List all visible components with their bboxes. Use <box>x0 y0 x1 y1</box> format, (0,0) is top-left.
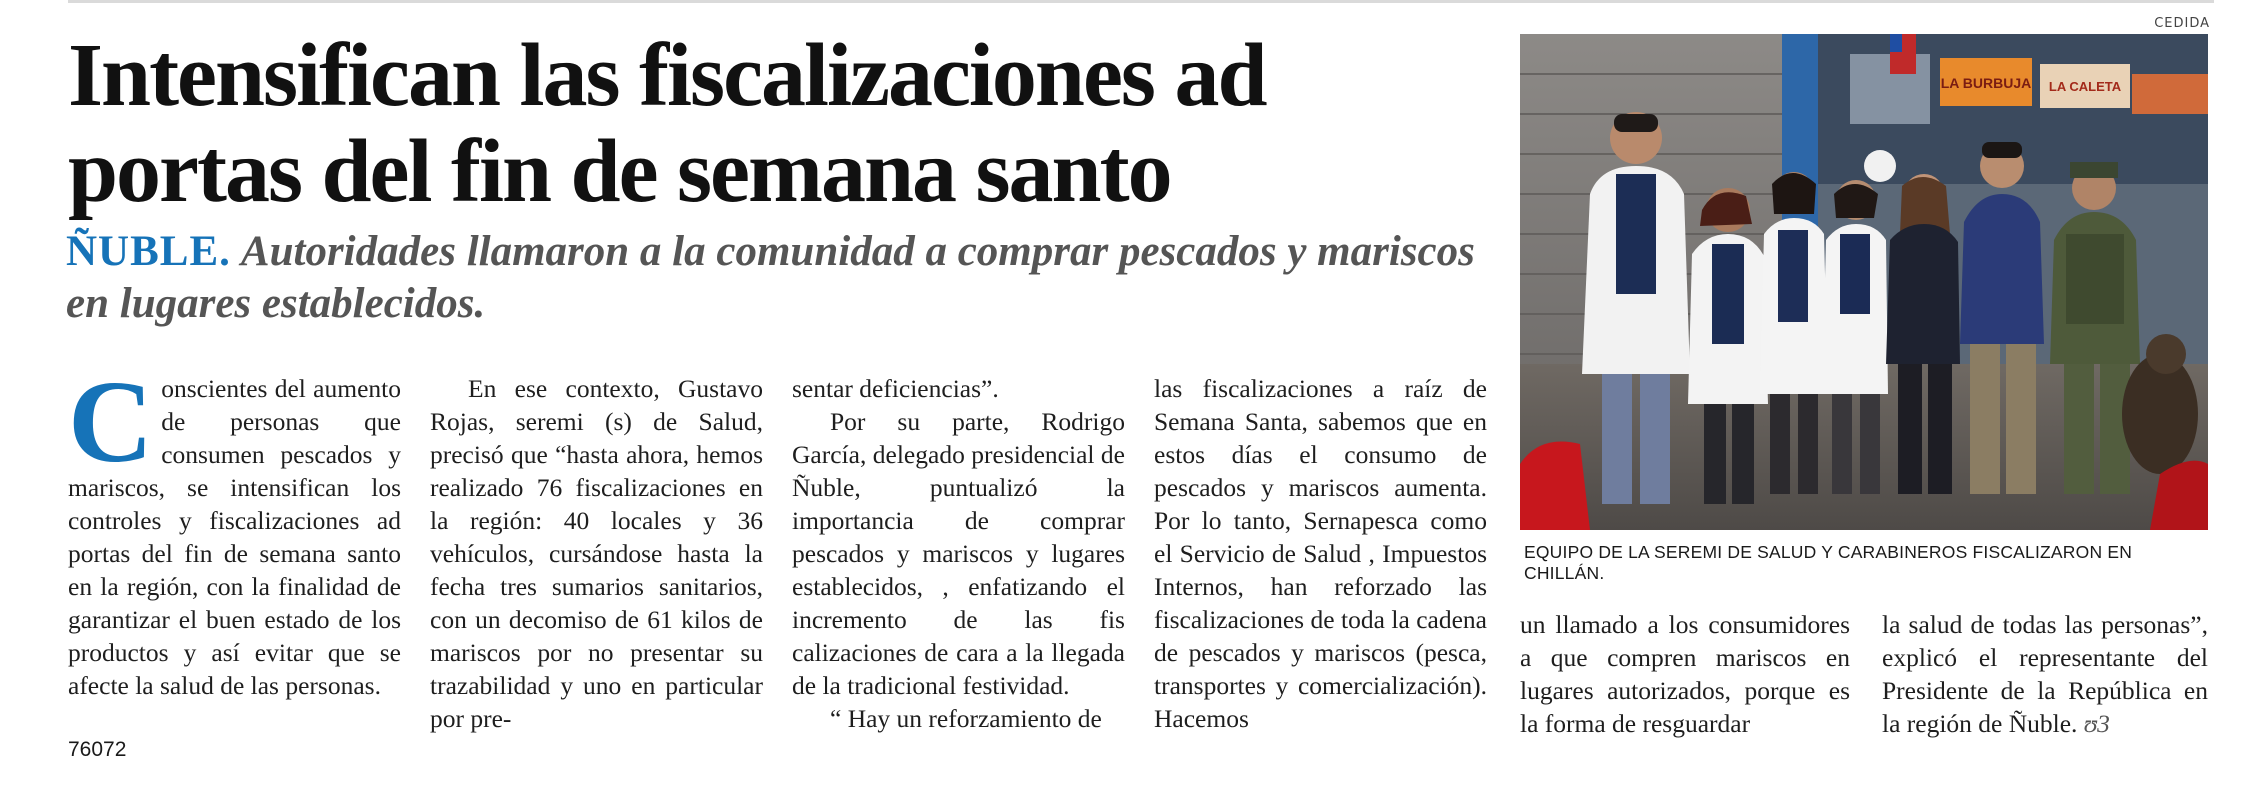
article-column-3 <box>792 372 1125 735</box>
shop-sign-text-1: LA BURBUJA <box>1940 75 2032 91</box>
column-3-paragraph-3: “ Hay un reforzamiento de <box>830 704 1102 733</box>
subhead-text: Autoridades llamaron a la comunidad a comprar pescados y mariscos en lugares establecidos. <box>66 228 1475 327</box>
subhead <box>66 226 1496 330</box>
column-3-paragraph-2: Por su parte, Rodrigo García, delegado presidencial de Ñuble, puntualizó la importancia de comprar pescados y mariscos y lugares establecidos, , enfatizando el incremento de las fis calizaciones de cara a la llegada de la tradicional festividad. <box>792 407 1125 700</box>
article-column-2 <box>430 372 763 735</box>
column-6-text: la salud de todas las personas”, explicó el representante del Presidente de la República en la región de Ñuble. <box>1882 610 2208 738</box>
shop-sign-text-2: LA CALETA <box>2048 79 2122 94</box>
drop-cap: C <box>68 356 154 487</box>
photo-illustration <box>1520 34 2208 530</box>
headline: Intensifican las fiscalizaciones ad portas del fin de semana santo <box>68 26 1266 221</box>
column-6-paragraph-1 <box>1882 608 2208 740</box>
article-column-6 <box>1882 608 2208 740</box>
column-5-paragraph-1: un llamado a los consumidores a que compren mariscos en lugares autorizados, porque es la forma de resguardar <box>1520 610 1850 738</box>
article-code: 76072 <box>68 738 127 761</box>
top-rule <box>68 0 2214 3</box>
region-label: ÑUBLE. <box>66 228 231 275</box>
end-mark: ʊ3 <box>2083 709 2110 738</box>
column-1-paragraph-1: onscientes del aumento de personas que consumen pescados y mariscos, se intensifican los controles y fiscalizaciones ad portas del fin de semana santo en la región, con la finalidad de garantizar el buen estado de los productos y así evitar que se afecte la salud de las personas. <box>68 374 401 700</box>
article-column-4 <box>1154 372 1487 735</box>
article-photo <box>1520 34 2208 530</box>
column-2-paragraph-1: En ese contexto, Gustavo Rojas, seremi (s) de Salud, precisó que “hasta ahora, hemos realizado 76 fiscalizaciones en la región: 40 locales y 36 vehículos, cursándose hasta la fecha tres sumarios sanitarios, con un decomiso de 61 kilos de mariscos por no presentar su trazabilidad y uno en particular por pre- <box>430 374 763 733</box>
column-4-paragraph-1: las fiscalizaciones a raíz de Semana Santa, sabemos que en estos días el consumo de pescados y mariscos aumenta. Por lo tanto, Sernapesca como el Servicio de Salud , Impuestos Internos, han reforzado las fiscalizaciones de toda la cadena de pescados y mariscos (pesca, transportes y comercialización). Hacemos <box>1154 374 1487 733</box>
article-column-1 <box>68 356 401 702</box>
column-3-paragraph-1: sentar deficiencias”. <box>792 374 999 403</box>
article-column-5 <box>1520 608 1850 740</box>
photo-caption: EQUIPO DE LA SEREMI DE SALUD Y CARABINEROS FISCALIZARON EN CHILLÁN. <box>1524 542 2133 583</box>
photo-credit: CEDIDA <box>2154 16 2210 31</box>
